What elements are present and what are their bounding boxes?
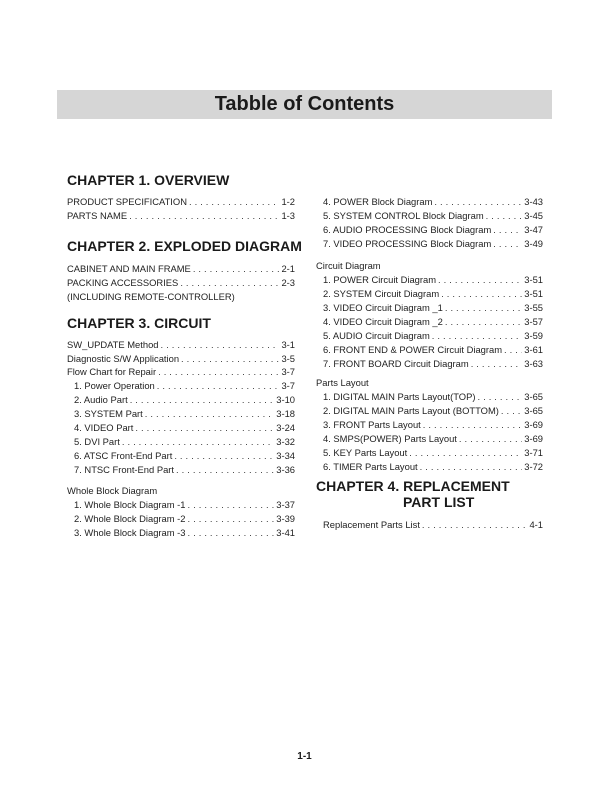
entry-page: 3-36 (276, 464, 295, 475)
entry-label: 7. VIDEO PROCESSING Block Diagram (323, 238, 492, 249)
entry-page: 3-61 (524, 344, 543, 355)
entry-label: 1. Power Operation (74, 380, 155, 391)
entry-page: 3-63 (524, 358, 543, 369)
entry-page: 3-10 (276, 394, 295, 405)
entry-label: Flow Chart for Repair (67, 366, 157, 377)
entry-label: 3. FRONT Parts Layout (323, 419, 421, 430)
toc-entry[interactable] (316, 301, 543, 315)
toc-entry[interactable] (67, 463, 295, 477)
toc-entry[interactable] (67, 393, 295, 407)
toc-entry[interactable] (316, 223, 543, 237)
chapter-3-heading: CHAPTER 3. CIRCUIT (67, 315, 211, 331)
entry-page: 3-69 (524, 419, 543, 430)
chapter-4-heading-line1: CHAPTER 4. REPLACEMENT (316, 478, 510, 494)
entry-page: 2-1 (281, 263, 295, 274)
toc-entry[interactable] (67, 209, 295, 223)
toc-entry[interactable] (67, 512, 295, 526)
entry-page: 3-65 (524, 391, 543, 402)
entry-label: 7. FRONT BOARD Circuit Diagram (323, 358, 469, 369)
entry-page: 3-41 (276, 527, 295, 538)
toc-entry[interactable] (316, 460, 543, 474)
toc-entry[interactable] (316, 432, 543, 446)
toc-entry[interactable] (316, 343, 543, 357)
entry-page: 3-32 (276, 436, 295, 447)
entry-label: 3. Whole Block Diagram -3 (74, 527, 186, 538)
entry-page: 3-7 (281, 366, 295, 377)
section-heading: Whole Block Diagram (67, 485, 158, 496)
entry-label: 2. SYSTEM Circuit Diagram (323, 288, 440, 299)
toc-entry[interactable] (67, 526, 295, 540)
toc-entry[interactable] (316, 404, 543, 418)
entry-page: 3-37 (276, 499, 295, 510)
entry-label: CABINET AND MAIN FRAME (67, 263, 191, 274)
entry-label: 5. KEY Parts Layout (323, 447, 408, 458)
toc-entry[interactable] (316, 315, 543, 329)
toc-entry[interactable] (316, 287, 543, 301)
toc-entry[interactable] (316, 446, 543, 460)
toc-entry[interactable] (316, 390, 543, 404)
entry-page: 3-51 (524, 288, 543, 299)
entry-label: 1. Whole Block Diagram -1 (74, 499, 186, 510)
entry-label: 6. FRONT END & POWER Circuit Diagram (323, 344, 503, 355)
entry-label: 4. VIDEO Circuit Diagram _2 (323, 316, 443, 327)
entry-label: SW_UPDATE Method (67, 339, 159, 350)
entry-label: 6. ATSC Front-End Part (74, 450, 173, 461)
section-heading: Circuit Diagram (316, 260, 381, 271)
entry-label: PRODUCT SPECIFICATION (67, 196, 187, 207)
entry-page: 3-34 (276, 450, 295, 461)
entry-label: 1. DIGITAL MAIN Parts Layout(TOP) (323, 391, 476, 402)
entry-page: 2-3 (281, 277, 295, 288)
toc-entry[interactable] (316, 357, 543, 371)
entry-label: 7. NTSC Front-End Part (74, 464, 175, 475)
entry-label: 5. DVI Part (74, 436, 120, 447)
entry-label: 5. SYSTEM CONTROL Block Diagram (323, 210, 484, 221)
entry-label: 3. VIDEO Circuit Diagram _1 (323, 302, 443, 313)
chapter-1-heading: CHAPTER 1. OVERVIEW (67, 172, 230, 188)
entry-page: 3-7 (281, 380, 295, 391)
entry-label: PARTS NAME (67, 210, 128, 221)
toc-entry[interactable] (67, 449, 295, 463)
toc-entry[interactable] (316, 518, 543, 532)
entry-note: (INCLUDING REMOTE-CONTROLLER) (67, 291, 235, 302)
entry-label: 5. AUDIO Circuit Diagram (323, 330, 430, 341)
toc-entry[interactable] (67, 276, 295, 290)
entry-page: 3-49 (524, 238, 543, 249)
toc-entry[interactable] (316, 209, 543, 223)
toc-entry[interactable] (67, 421, 295, 435)
page-title: Tabble of Contents (214, 93, 395, 115)
toc-entry[interactable] (67, 498, 295, 512)
entry-page: 1-3 (281, 210, 295, 221)
toc-entry[interactable] (67, 365, 295, 379)
entry-page: 3-43 (524, 196, 543, 207)
entry-page: 3-59 (524, 330, 543, 341)
entry-label: 2. Audio Part (74, 394, 128, 405)
entry-page: 3-1 (281, 339, 295, 350)
toc-entry[interactable] (67, 195, 295, 209)
entry-label: 4. VIDEO Part (74, 422, 134, 433)
toc-entry[interactable] (67, 262, 295, 276)
entry-page: 3-5 (281, 353, 295, 364)
page-number: 1-1 (297, 751, 312, 762)
entry-page: 3-39 (276, 513, 295, 524)
toc-entry[interactable] (316, 237, 543, 251)
entry-page: 3-69 (524, 433, 543, 444)
toc-entry[interactable] (316, 273, 543, 287)
entry-page: 3-24 (276, 422, 295, 433)
chapter-4-heading-line2: PART LIST (403, 494, 475, 510)
toc-entry[interactable] (316, 418, 543, 432)
entry-page: 3-57 (524, 316, 543, 327)
entry-label: Replacement Parts List (323, 519, 420, 530)
entry-label: 3. SYSTEM Part (74, 408, 143, 419)
entry-page: 4-1 (529, 519, 543, 530)
entry-page: 3-47 (524, 224, 543, 235)
entry-label: 2. Whole Block Diagram -2 (74, 513, 186, 524)
toc-entry[interactable] (67, 407, 295, 421)
toc-entry[interactable] (67, 338, 295, 352)
toc-entry[interactable] (316, 195, 543, 209)
entry-page: 3-72 (524, 461, 543, 472)
section-heading: Parts Layout (316, 377, 369, 388)
entry-label: 6. AUDIO PROCESSING Block Diagram (323, 224, 492, 235)
entry-page: 3-55 (524, 302, 543, 313)
toc-entry[interactable] (67, 435, 295, 449)
toc-entry[interactable] (67, 352, 295, 366)
entry-label: 6. TIMER Parts Layout (323, 461, 418, 472)
entry-page: 3-18 (276, 408, 295, 419)
entry-page: 3-71 (524, 447, 543, 458)
chapter-2-heading: CHAPTER 2. EXPLODED DIAGRAM (67, 238, 302, 254)
toc-entry[interactable] (316, 329, 543, 343)
entry-label: 4. SMPS(POWER) Parts Layout (323, 433, 457, 444)
entry-label: Diagnostic S/W Application (67, 353, 180, 364)
entry-page: 1-2 (281, 196, 295, 207)
entry-label: 2. DIGITAL MAIN Parts Layout (BOTTOM) (323, 405, 499, 416)
entry-label: PACKING ACCESSORIES (67, 277, 179, 288)
entry-label: 4. POWER Block Diagram (323, 196, 433, 207)
entry-label: 1. POWER Circuit Diagram (323, 274, 437, 285)
entry-page: 3-51 (524, 274, 543, 285)
entry-page: 3-45 (524, 210, 543, 221)
entry-page: 3-65 (524, 405, 543, 416)
title-band (57, 90, 552, 119)
chapter-4-heading (316, 478, 510, 510)
toc-entry[interactable] (67, 379, 295, 393)
